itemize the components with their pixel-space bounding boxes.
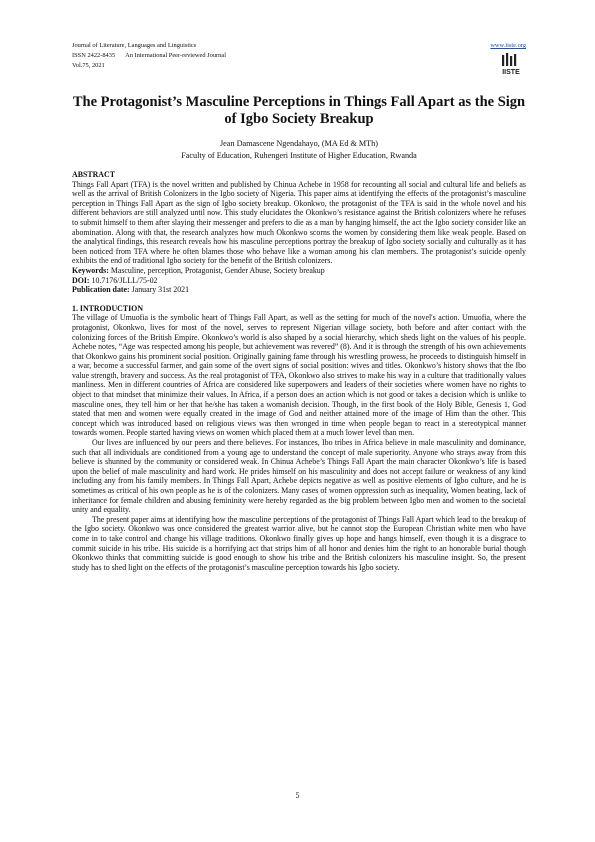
paper-title: The Protagonist’s Masculine Perceptions in Things Fall Apart as the Sign of Igbo Society Breakup <box>72 94 526 127</box>
doi-line <box>72 276 526 286</box>
running-header <box>72 41 526 76</box>
intro-paragraph-2: Our lives are influenced by our peers and there believes. For instances, Ibo tribes in Africa believe in male masculinity and dominance, such that all individuals are conditioned from a young age to understand the concept of male superiority. Anyone who strays away from this believe is shunned by the community or considered weak. In Chinua Achebe’s Things Fall Apart the main character Okonkwo’s life is based upon the belief of male masculinity and hard work. He prides himself on his masculinity and does not accept failure or weakness of any kind including any from his family members. In Things Fall Apart, Achebe depicts negative as well as positive elements of Igbo culture, and he is sometimes as critical of his own people as he is of the colonizers. Many cases of women oppression such as inequality, Women beating, lack of inheritance for female children and abusing femininity were hereby regarded as the big problem between Igbo men and women to the societal unity and equality. <box>72 438 526 515</box>
doi-label: DOI: <box>72 275 90 285</box>
paper-body <box>72 170 526 572</box>
pubdate-line <box>72 285 526 295</box>
intro-paragraph-1: The village of Umuofia is the symbolic heart of Things Fall Apart, as well as the setting for much of the novel's action. Umuofia, where the protagonist, Okonkwo, lives for most of the novel, serves to represent Nigerian village society, both before and after contact with the colonizing forces of the British Empire. Okonkwo’s world is also shaped by a social hierarchy, which sheds light on the values of his people. Achebe notes, “Age was respected among his people, but achievement was revered” (8). And it is through the strength of his own achievements that Okonkwo gains his prominent social position. Originally gaining fame through his wrestling prowess, he proceeds to distinguish himself in a war, become a successful farmer, and gain some of the overt signs of social position: wives and titles. Okonkwo’s history shows that the Ibo value strength, bravery and success. As the real protagonist of TFA, Okonkwo also strives to make his way in a culture that traditionally values manliness. Men in different countries of Africa are considered like superpowers and leaders of their societies where women have no rights to object to that mindset that minimize their values. In Africa, if a person does an action which is not good or takes a decision which is unlike to masculine ones, they tell him or her that he/she has taken a womanish decision. Though, in the first book of the Holy Bible, Genesis 1, God stated that men and women were equally created in the image of God and neither attained more of the image of Him than the other. This concept which was introduced based on religious views was then wronged in time when people began to react in a stereotypical manner towards women. People started having views on women which placed them at a much lower level than men. <box>72 313 526 438</box>
issn-line <box>72 51 526 61</box>
affiliation: Faculty of Education, Ruhengeri Institute of Higher Education, Rwanda <box>181 150 417 160</box>
keywords-line <box>72 266 526 276</box>
author-block <box>72 138 526 161</box>
issn: ISSN 2422-8435 <box>72 52 116 59</box>
page-number: 5 <box>295 791 300 800</box>
keywords-value: Masculine, perception, Protagonist, Gender Abuse, Society breakup <box>110 265 325 275</box>
logo-text: IISTE <box>502 69 520 76</box>
abstract-heading: ABSTRACT <box>72 170 115 179</box>
volume: Vol.75, 2021 <box>72 62 105 69</box>
intro-paragraph-3: The present paper aims at identifying how the masculine perceptions of the protagonist of Things Fall Apart which lead to the breakup of the Igbo society. Okonkwo was once considered the greatest warrior alive, but he cannot stop the European Christian white men who have come in to take control and change his village traditions. Okonkwo finally gives up hope and hangs himself, even though it is a disgrace to commit suicide in his tribe. His suicide is a horrifying act that strips him of all honor and denies him the right to an honorable burial though Okonkwo thinks that committing suicide is good enough to show his tribe and the British colonizers his masculine insight. So, the present study has to shed light on the effects of the protagonist’s masculine perception towards his Igbo society. <box>72 514 526 572</box>
iiste-logo <box>496 53 526 77</box>
journal-type: An International Peer-reviewed Journal <box>125 52 226 59</box>
doi-value: 10.7176/JLLL/75-02 <box>91 275 158 285</box>
introduction-heading: 1. INTRODUCTION <box>72 303 144 313</box>
author-name: Jean Damascene Ngendahayo, (MA Ed & MTh) <box>219 139 379 148</box>
keywords-label: Keywords: <box>72 265 109 275</box>
journal-name: Journal of Literature, Languages and Linguistics <box>72 42 197 49</box>
pubdate-value: January 31st 2021 <box>131 285 190 295</box>
journal-url-link[interactable]: www.iiste.org <box>490 42 526 49</box>
abstract-text: Things Fall Apart (TFA) is the novel written and published by Chinua Achebe in 1958 for recounting all social and cultural life and beliefs as well as the arrival of British Colonizers in the Igbo society of Nigeria. This paper aims at identifying the effects of the protagonist’s masculine perception in Things Fall Apart as the sign of Igbo society breakup. Okonkwo, the protagonist of the TFA is said in the whole novel and his different behaviors are still analyzed until now. This study elucidates the Okonkwo’s resistance against the British colonizers where he refuses to submit himself to them after slaying their messenger and prefers to die as a man by hanging himself, the act the Igbo society consider like an abomination. Along with that, the research analyzes how much Okonkwo scorns the women by considering them like weak people. Based on the analytical findings, this research reveals how his masculine perceptions portray the breakup of Igbo society socially and culturally as it has been noticed from TFA where he often blames those who behave like a woman among his clan members. The protagonist’s suicide openly exhibits the end of traditional Igbo society for the benefit of the British colonizers. <box>72 179 526 266</box>
pubdate-label: Publication date: <box>72 285 130 295</box>
